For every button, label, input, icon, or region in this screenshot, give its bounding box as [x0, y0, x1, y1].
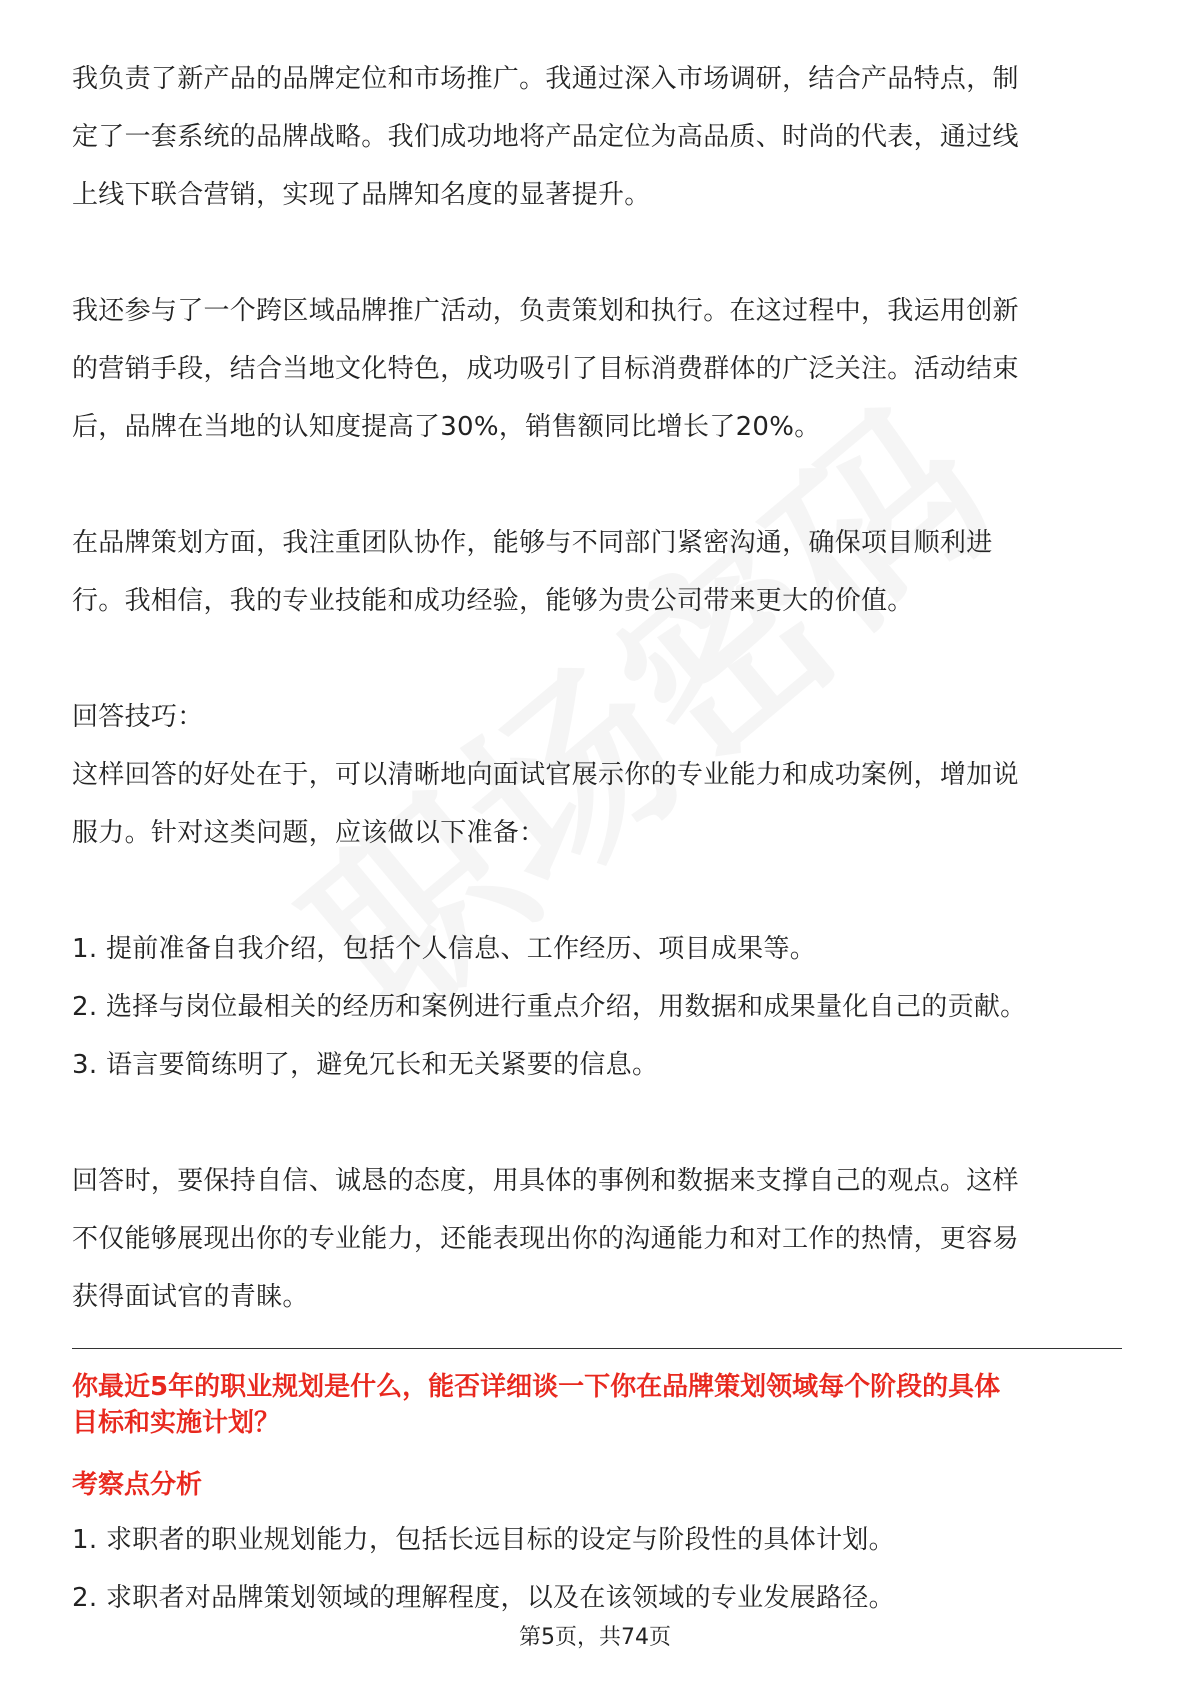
- page-number: 第5页，共74页: [519, 1625, 671, 1650]
- paragraph-line: 上线下联合营销，实现了品牌知名度的显著提升。: [72, 180, 651, 210]
- list-item: 2. 选择与岗位最相关的经历和案例进行重点介绍，用数据和成果量化自己的贡献。: [72, 992, 1027, 1022]
- paragraph-line: 这样回答的好处在于，可以清晰地向面试官展示你的专业能力和成功案例，增加说: [72, 760, 1019, 790]
- paragraph-line: 行。我相信，我的专业技能和成功经验，能够为贵公司带来更大的价值。: [72, 586, 914, 616]
- paragraph-line: 不仅能够展现出你的专业能力，还能表现出你的沟通能力和对工作的热情，更容易: [72, 1224, 1019, 1254]
- question-line: 你最近5年的职业规划是什么，能否详细谈一下你在品牌策划领域每个阶段的具体: [72, 1372, 1001, 1402]
- paragraph-line: 回答时，要保持自信、诚恳的态度，用具体的事例和数据来支撑自己的观点。这样: [72, 1166, 1019, 1196]
- paragraph-line: 的营销手段，结合当地文化特色，成功吸引了目标消费群体的广泛关注。活动结束: [72, 354, 1019, 384]
- paragraph-line: 我还参与了一个跨区域品牌推广活动，负责策划和执行。在这过程中，我运用创新: [72, 296, 1019, 326]
- paragraph-line: 定了一套系统的品牌战略。我们成功地将产品定位为高品质、时尚的代表，通过线: [72, 122, 1019, 152]
- paragraph-line: 服力。针对这类问题，应该做以下准备：: [72, 818, 546, 848]
- document-page: [72, 50, 1122, 1627]
- list-item: 3. 语言要简练明了，避免冗长和无关紧要的信息。: [72, 1050, 659, 1080]
- paragraph-line: 我负责了新产品的品牌定位和市场推广。我通过深入市场调研，结合产品特点，制: [72, 64, 1019, 94]
- paragraph-line: 后，品牌在当地的认知度提高了30%，销售额同比增长了20%。: [72, 412, 821, 442]
- analysis-item: 2. 求职者对品牌策划领域的理解程度，以及在该领域的专业发展路径。: [72, 1583, 895, 1613]
- list-item: 1. 提前准备自我介绍，包括个人信息、工作经历、项目成果等。: [72, 934, 817, 964]
- analysis-item: 1. 求职者的职业规划能力，包括长远目标的设定与阶段性的具体计划。: [72, 1525, 895, 1555]
- analysis-heading: 考察点分析: [72, 1470, 203, 1500]
- paragraph-line: 在品牌策划方面，我注重团队协作，能够与不同部门紧密沟通，确保项目顺利进: [72, 528, 993, 558]
- question-line: 目标和实施计划？: [72, 1408, 281, 1438]
- section-divider: [72, 1348, 1122, 1349]
- paragraph-line: 获得面试官的青睐。: [72, 1282, 309, 1312]
- tips-heading: 回答技巧：: [72, 702, 204, 732]
